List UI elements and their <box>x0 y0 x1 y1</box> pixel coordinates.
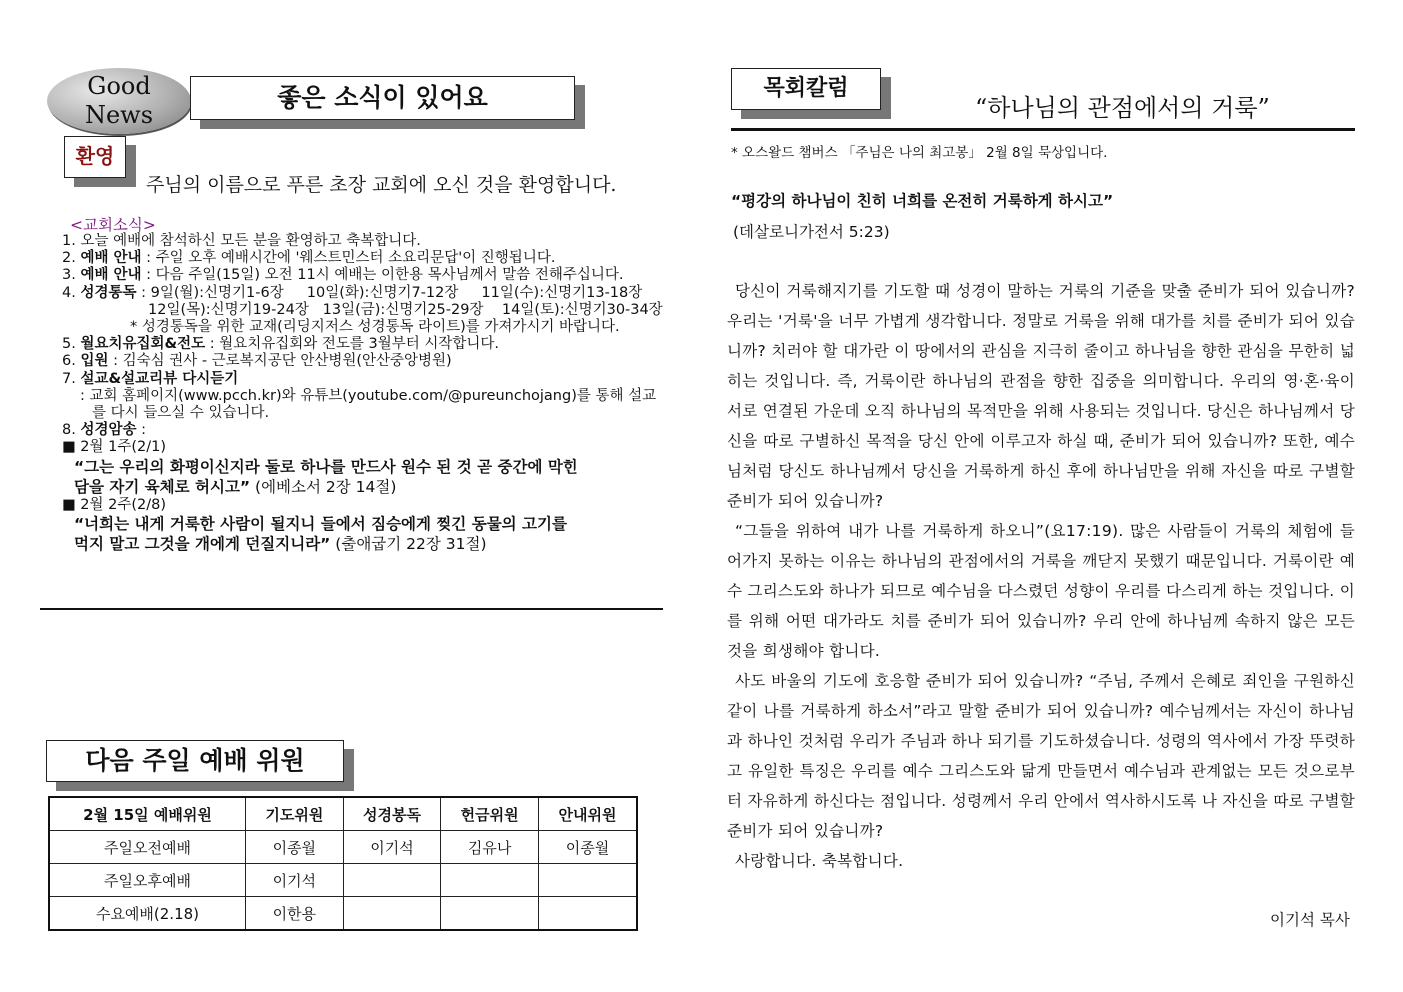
news-line: 4. 성경통독 : 9일(월):신명기1-6장 10일(화):신명기7-12장 11일(수):신명기13-18장 <box>62 284 643 301</box>
body-paragraph: 사랑합니다. 축복합니다. <box>735 852 904 870</box>
table-cell <box>441 897 539 931</box>
news-list <box>62 233 702 554</box>
table-row <box>49 831 637 864</box>
table-header-cell: 안내위원 <box>538 797 637 831</box>
table-cell <box>343 864 441 897</box>
news-line: : 교회 홈페이지(www.pcch.kr)와 유튜브(youtube.com/@pureunchojang)를 통해 설교 <box>80 387 657 404</box>
news-line: 2. 예배 안내 : 주일 오후 예배시간에 '웨스트민스터 소요리문답'이 진행됩니다. <box>62 250 556 267</box>
table-header-cell: 헌금위원 <box>441 797 539 831</box>
column-rule <box>731 128 1355 131</box>
news-line: 12일(목):신명기19-24장 13일(금):신명기25-29장 14일(토):신명기30-34장 <box>148 301 663 318</box>
news-line: 6. 입원 : 김숙심 권사 - 근로복지공단 안산병원(안산중앙병원) <box>62 353 452 370</box>
table-cell: 김유나 <box>441 831 539 864</box>
table-cell: 주일오후예배 <box>49 864 246 897</box>
verse2-text-2: 먹지 말고 그것을 개에게 던질지니라” (출애굽기 22장 31절) <box>74 534 487 553</box>
verse1-text: “그는 우리의 화평이신지라 둘로 하나를 만드사 원수 된 것 곧 중간에 막힌 <box>74 457 578 476</box>
table-cell: 이종월 <box>538 831 637 864</box>
news-line: 를 다시 들으실 수 있습니다. <box>92 405 270 422</box>
table-cell <box>343 897 441 931</box>
verse2-text: “너희는 내게 거룩한 사람이 될지니 들에서 짐승에게 찢긴 동물의 고기를 <box>74 514 567 533</box>
table-cell: 수요예배(2.18) <box>49 897 246 931</box>
table-cell: 이종월 <box>246 831 344 864</box>
body-paragraph: 당신이 거룩해지기를 기도할 때 성경이 말하는 거룩의 기준을 맞출 준비가 되어 있습니까? 우리는 '거룩'을 너무 가볍게 생각합니다. 정말로 거룩을 위해 대가를 치를 준비가 되어 있습니까? 치러야 할 대가란 이 땅에서의 관심을 지극히 줄이고 하나님을 향한 관심을 무한히 넓히는 것입니다. 즉, 거룩이란 하나님의 관점을 향한 집중을 의미합니다. 우리의 영·혼·육이 서로 연결된 가운데 오직 하나님의 목적만을 위해 사용되는 것입니다. 당신은 하나님께서 당신을 따로 구별하신 목적을 당신 안에 이루고자 하실 때, 준비가 되어 있습니까? 또한, 예수님처럼 당신도 하나님께서 당신을 거룩하게 하신 후에 하나님만을 위해 자신을 따로 구별할 준비가 되어 있습니까? <box>727 282 1355 510</box>
verse1-text-2: 담을 자기 육체로 허시고” (에베소서 2장 14절) <box>74 477 397 496</box>
duty-title-box <box>46 740 344 782</box>
source-note: * 오스왈드 챔버스 「주님은 나의 최고봉」 2월 8일 묵상입니다. <box>731 145 1108 161</box>
table-cell <box>538 897 637 931</box>
column-badge: 목회칼럼 <box>763 76 849 101</box>
news-line: 8. 성경암송 : <box>62 422 146 439</box>
news-line: 7. 설교&설교리뷰 다시듣기 <box>62 370 239 387</box>
welcome-text: 주님의 이름으로 푸른 초장 교회에 오신 것을 환영합니다. <box>146 174 617 196</box>
table-row <box>49 864 637 897</box>
table-header-row <box>49 797 637 831</box>
welcome-badge: 환영 <box>75 144 115 168</box>
table-cell <box>441 864 539 897</box>
column-body <box>727 276 1355 876</box>
table-header-cell: 2월 15일 예배위원 <box>49 797 246 831</box>
signature: 이기석 목사 <box>1270 911 1350 929</box>
verse2-ref: (출애굽기 22장 31절) <box>330 534 487 553</box>
section-title-box <box>190 76 575 120</box>
news-line: * 성경통독을 위한 교재(리딩지저스 성경통독 라이트)를 가져가시기 바랍니다. <box>130 319 620 336</box>
table-cell: 이기석 <box>246 864 344 897</box>
table-cell: 이한용 <box>246 897 344 931</box>
verse1-ref: (에베소서 2장 14절) <box>250 477 397 496</box>
section-divider <box>40 608 663 610</box>
news-line: 1. 오늘 예배에 참석하신 모든 분을 환영하고 축복합니다. <box>62 233 421 249</box>
table-cell <box>538 864 637 897</box>
table-cell: 주일오전예배 <box>49 831 246 864</box>
table-header-cell: 기도위원 <box>246 797 344 831</box>
good-news-line2: News <box>84 101 154 129</box>
news-line: 5. 월요치유집회&전도 : 월요치유집회와 전도를 3월부터 시작합니다. <box>62 336 500 353</box>
body-paragraph: 사도 바울의 기도에 호응할 준비가 되어 있습니까? “주님, 주께서 은혜로 죄인을 구원하신 같이 나를 거룩하게 하소서”라고 말할 준비가 되어 있습니까? 예수님께서는 자신이 하나님과 하나인 것처럼 우리가 주님과 하나 되기를 기도하셨습니다. 성령의 역사에서 가장 뚜렷하고 유일한 특징은 우리를 예수 그리스도와 닮게 만들면서 예수님과 관계없는 모든 것으로부터 자유하게 하신다는 점입니다. 성령께서 우리 안에서 역사하시도록 나 자신을 따로 구별할 준비가 되어 있습니까? <box>727 672 1355 840</box>
news-line: 3. 예배 안내 : 다음 주일(15일) 오전 11시 예배는 이한용 목사님께서 말씀 전해주십니다. <box>62 267 624 284</box>
verse2-date: ■ 2월 2주(2/8) <box>62 496 167 513</box>
table-header-cell: 성경봉독 <box>343 797 441 831</box>
body-paragraph: “그들을 위하여 내가 나를 거룩하게 하오니”(요17:19). 많은 사람들이 거룩의 체험에 들어가지 못하는 이유는 하나님의 관점에서의 거룩을 깨닫지 못했기 때문입니다. 거룩이란 예수 그리스도와 하나가 되므로 예수님을 다스렸던 성향이 우리를 다스리게 하는 것입니다. 이를 위해 어떤 대가라도 치를 준비가 되어 있습니까? 우리 안에 하나님께 속하지 않은 모든 것을 희생해야 합니다. <box>727 522 1355 660</box>
welcome-badge-box <box>64 136 126 178</box>
key-verse-ref: (데살로니가전서 5:23) <box>733 223 890 241</box>
verse1-date: ■ 2월 1주(2/1) <box>62 439 167 456</box>
good-news-logo <box>47 68 191 134</box>
section-title: 좋은 소식이 있어요 <box>277 83 488 112</box>
table-row <box>49 897 637 931</box>
key-verse: “평강의 하나님이 친히 너희를 온전히 거룩하게 하시고” <box>731 192 1114 210</box>
column-title: “하나님의 관점에서의 거룩” <box>975 94 1270 122</box>
column-badge-box <box>731 68 881 110</box>
duty-table <box>48 796 638 931</box>
table-cell: 이기석 <box>343 831 441 864</box>
good-news-line1: Good <box>87 72 151 100</box>
duty-title: 다음 주일 예배 위원 <box>85 746 305 775</box>
news-heading: <교회소식> <box>70 216 156 234</box>
